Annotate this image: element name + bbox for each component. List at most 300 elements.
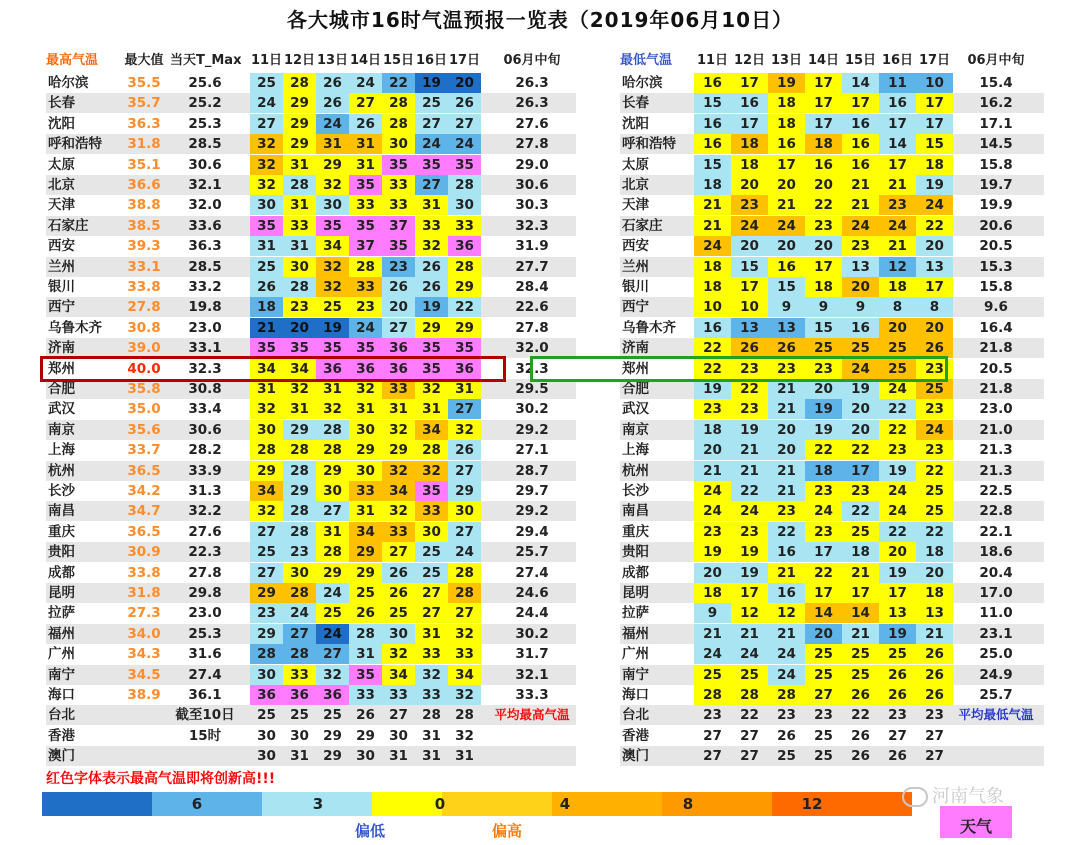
forecast-cell: 28 [415, 440, 448, 460]
today-max: 33.9 [188, 462, 222, 479]
forecast-cell: 27 [448, 114, 481, 134]
forecast-cell: 23 [283, 297, 316, 317]
forecast-cell: 35 [415, 338, 448, 358]
forecast-cell: 18 [731, 155, 768, 175]
historic-max: 35.6 [127, 421, 161, 438]
forecast-cell: 34 [382, 481, 415, 501]
forecast-cell: 22 [694, 338, 731, 358]
forecast-cell: 33 [382, 195, 415, 215]
forecast-cell: 31 [283, 236, 316, 256]
forecast-cell: 19 [879, 624, 916, 644]
forecast-cell: 16 [805, 155, 842, 175]
midmonth-avg: 29.5 [515, 381, 549, 397]
forecast-cell: 24 [694, 501, 731, 521]
forecast-cell: 17 [731, 114, 768, 134]
forecast-cell: 28 [448, 257, 481, 277]
forecast-cell: 24 [879, 216, 916, 236]
forecast-cell: 25 [879, 359, 916, 379]
city-name: 呼和浩特 [622, 136, 676, 153]
today-max: 27.6 [188, 523, 222, 540]
forecast-cell: 32 [415, 236, 448, 256]
forecast-cell: 26 [842, 726, 879, 746]
city-name: 郑州 [48, 360, 75, 377]
today-max: 22.3 [188, 544, 222, 561]
today-max: 33.6 [188, 217, 222, 234]
forecast-cell: 25 [842, 665, 879, 685]
forecast-cell: 28 [316, 542, 349, 562]
city-name: 长沙 [48, 483, 75, 499]
city-name: 成都 [622, 564, 649, 581]
forecast-cell: 27 [916, 746, 953, 766]
forecast-cell: 36 [316, 685, 349, 705]
forecast-cell: 27 [415, 583, 448, 603]
legend-tick: 12 [801, 795, 823, 813]
forecast-cell: 21 [842, 195, 879, 215]
forecast-cell: 21 [694, 624, 731, 644]
legend-special-label: 天气 [959, 817, 992, 836]
city-name: 北京 [622, 177, 649, 193]
forecast-cell: 34 [448, 665, 481, 685]
midmonth-avg: 11.0 [979, 605, 1013, 622]
forecast-cell: 25 [349, 583, 382, 603]
forecast-cell: 24 [768, 665, 805, 685]
forecast-cell: 31 [349, 134, 382, 154]
midmonth-avg: 19.7 [979, 177, 1013, 193]
forecast-cell: 16 [731, 93, 768, 113]
forecast-cell: 12 [731, 603, 768, 623]
forecast-cell: 18 [916, 155, 953, 175]
forecast-cell: 29 [448, 318, 481, 338]
forecast-cell: 10 [694, 297, 731, 317]
today-max: 32.3 [188, 360, 222, 377]
city-name: 南宁 [622, 666, 649, 683]
midmonth-avg: 16.4 [979, 319, 1013, 336]
forecast-cell: 27 [694, 726, 731, 746]
forecast-cell: 27 [448, 399, 481, 419]
forecast-cell: 21 [768, 624, 805, 644]
city-name: 拉萨 [622, 605, 649, 622]
forecast-cell: 34 [316, 236, 349, 256]
forecast-cell: 30 [415, 522, 448, 542]
header-cell: 17日 [918, 53, 951, 68]
header-cell: 16日 [415, 53, 448, 68]
forecast-cell: 22 [916, 461, 953, 481]
city-name: 兰州 [48, 258, 75, 275]
forecast-cell: 25 [805, 665, 842, 685]
forecast-cell: 27 [916, 726, 953, 746]
forecast-cell: 25 [316, 297, 349, 317]
forecast-cell: 17 [842, 583, 879, 603]
midmonth-avg: 28.4 [515, 279, 549, 295]
forecast-cell: 24 [250, 93, 283, 113]
forecast-cell: 15 [694, 93, 731, 113]
forecast-cell: 18 [768, 93, 805, 113]
midmonth-avg: 22.5 [979, 483, 1013, 499]
forecast-cell: 31 [250, 236, 283, 256]
today-max: 23.0 [188, 319, 222, 336]
forecast-cell: 33 [349, 685, 382, 705]
midmonth-avg: 21.3 [979, 442, 1013, 459]
forecast-cell: 27 [382, 705, 415, 725]
today-max: 截至10日 [175, 707, 235, 724]
forecast-cell: 29 [283, 420, 316, 440]
forecast-cell: 31 [250, 379, 283, 399]
forecast-cell: 26 [768, 338, 805, 358]
forecast-cell: 17 [768, 155, 805, 175]
forecast-cell: 16 [694, 114, 731, 134]
forecast-cell: 31 [415, 399, 448, 419]
historic-max: 30.8 [127, 319, 161, 336]
forecast-cell: 18 [694, 175, 731, 195]
forecast-cell: 29 [316, 461, 349, 481]
midmonth-avg: 26.3 [515, 75, 549, 91]
forecast-cell: 35 [283, 338, 316, 358]
forecast-cell: 30 [283, 257, 316, 277]
forecast-cell: 32 [382, 644, 415, 664]
forecast-cell: 25 [805, 338, 842, 358]
forecast-cell: 23 [805, 705, 842, 725]
forecast-cell: 28 [283, 501, 316, 521]
forecast-cell: 30 [283, 726, 316, 746]
forecast-cell: 28 [448, 583, 481, 603]
legend-tick: 4 [559, 795, 571, 813]
forecast-cell: 19 [731, 563, 768, 583]
midmonth-avg: 32.0 [515, 340, 549, 357]
forecast-cell: 29 [283, 114, 316, 134]
forecast-cell: 33 [349, 195, 382, 215]
header-cell: 最大值 [124, 53, 164, 68]
forecast-cell: 14 [842, 603, 879, 623]
today-max: 27.4 [188, 666, 222, 683]
forecast-cell: 26 [448, 93, 481, 113]
forecast-cell: 34 [250, 359, 283, 379]
forecast-cell: 24 [879, 501, 916, 521]
header-cell: 12日 [283, 53, 316, 68]
forecast-cell: 28 [283, 522, 316, 542]
forecast-cell: 27 [250, 563, 283, 583]
city-name: 石家庄 [48, 217, 89, 234]
forecast-cell: 16 [879, 93, 916, 113]
forecast-cell: 21 [768, 563, 805, 583]
historic-max: 34.5 [127, 666, 161, 683]
forecast-cell: 31 [349, 155, 382, 175]
today-max: 31.3 [188, 483, 222, 499]
forecast-cell: 25 [316, 603, 349, 623]
legend-tick: 8 [682, 795, 694, 813]
forecast-cell: 20 [768, 236, 805, 256]
midmonth-avg: 30.6 [515, 177, 549, 193]
forecast-cell: 33 [283, 665, 316, 685]
note-text: 红色字体表示最高气温即将创新高!!! [46, 771, 276, 787]
forecast-cell: 17 [916, 93, 953, 113]
forecast-cell: 29 [250, 461, 283, 481]
forecast-cell: 10 [916, 73, 953, 93]
historic-max: 36.5 [127, 523, 161, 540]
forecast-cell: 20 [382, 297, 415, 317]
today-max: 25.6 [188, 75, 222, 91]
forecast-cell: 30 [250, 746, 283, 766]
forecast-cell: 25 [916, 379, 953, 399]
forecast-cell: 27 [316, 644, 349, 664]
forecast-cell: 28 [316, 420, 349, 440]
forecast-cell: 36 [250, 685, 283, 705]
forecast-cell: 31 [349, 399, 382, 419]
forecast-cell: 31 [382, 399, 415, 419]
forecast-cell: 23 [250, 603, 283, 623]
forecast-cell: 28 [731, 685, 768, 705]
forecast-cell: 25 [879, 644, 916, 664]
forecast-cell: 23 [842, 236, 879, 256]
forecast-cell: 26 [879, 685, 916, 705]
forecast-cell: 20 [879, 542, 916, 562]
forecast-cell: 33 [448, 644, 481, 664]
forecast-cell: 20 [842, 277, 879, 297]
historic-max: 36.6 [127, 177, 161, 193]
forecast-cell: 31 [349, 501, 382, 521]
forecast-cell: 30 [349, 746, 382, 766]
forecast-cell: 25 [879, 338, 916, 358]
city-name: 西安 [622, 238, 649, 255]
forecast-cell: 26 [879, 665, 916, 685]
forecast-cell: 22 [842, 705, 879, 725]
forecast-cell: 32 [250, 501, 283, 521]
forecast-cell: 24 [349, 318, 382, 338]
midmonth-avg: 21.8 [979, 381, 1013, 397]
forecast-cell: 29 [316, 726, 349, 746]
historic-max: 39.3 [127, 238, 161, 255]
forecast-cell: 23 [805, 359, 842, 379]
forecast-cell: 23 [805, 481, 842, 501]
forecast-cell: 16 [694, 318, 731, 338]
city-name: 福州 [48, 625, 75, 642]
forecast-cell: 16 [768, 542, 805, 562]
forecast-cell: 29 [415, 318, 448, 338]
forecast-cell: 21 [879, 236, 916, 256]
forecast-cell: 27 [879, 726, 916, 746]
today-max: 28.5 [188, 258, 222, 275]
header-cell: 11日 [250, 53, 283, 68]
city-name: 石家庄 [622, 217, 663, 234]
historic-max: 35.8 [127, 381, 161, 397]
watermark [902, 782, 1004, 808]
forecast-cell: 23 [731, 399, 768, 419]
forecast-cell: 32 [382, 420, 415, 440]
forecast-cell: 33 [382, 175, 415, 195]
forecast-cell: 32 [316, 665, 349, 685]
forecast-cell: 26 [415, 277, 448, 297]
forecast-cell: 27 [316, 501, 349, 521]
forecast-cell: 33 [415, 685, 448, 705]
forecast-cell: 22 [805, 440, 842, 460]
forecast-cell: 25 [283, 705, 316, 725]
forecast-cell: 20 [805, 624, 842, 644]
forecast-cell: 20 [805, 236, 842, 256]
historic-max: 31.8 [127, 136, 161, 153]
forecast-cell: 17 [916, 277, 953, 297]
forecast-cell: 23 [768, 501, 805, 521]
historic-max: 33.7 [127, 442, 161, 459]
forecast-cell: 17 [805, 114, 842, 134]
forecast-cell: 27 [731, 746, 768, 766]
header-cell: 06月中旬 [967, 53, 1025, 68]
midmonth-avg: 27.4 [515, 564, 549, 581]
city-name: 杭州 [48, 462, 75, 479]
today-max: 33.2 [188, 279, 222, 295]
city-name: 合肥 [622, 381, 649, 397]
forecast-cell: 22 [731, 481, 768, 501]
forecast-cell: 35 [349, 175, 382, 195]
forecast-cell: 29 [250, 583, 283, 603]
forecast-cell: 24 [316, 114, 349, 134]
city-name: 上海 [48, 442, 75, 459]
forecast-cell: 20 [805, 175, 842, 195]
city-name: 天津 [622, 197, 649, 214]
today-max: 27.8 [188, 564, 222, 581]
midmonth-avg: 24.6 [515, 585, 549, 601]
forecast-cell: 9 [842, 297, 879, 317]
forecast-cell: 10 [731, 297, 768, 317]
forecast-cell: 18 [842, 542, 879, 562]
city-name: 香港 [622, 727, 649, 744]
forecast-cell: 32 [250, 155, 283, 175]
midmonth-avg: 15.4 [979, 75, 1013, 91]
forecast-cell: 25 [382, 603, 415, 623]
historic-max: 33.8 [127, 279, 161, 295]
forecast-cell: 22 [842, 440, 879, 460]
forecast-cell: 15 [916, 134, 953, 154]
forecast-cell: 31 [415, 746, 448, 766]
forecast-cell: 23 [731, 359, 768, 379]
today-max: 30.8 [188, 381, 222, 397]
forecast-cell: 26 [916, 644, 953, 664]
midmonth-avg: 21.8 [979, 340, 1013, 357]
forecast-cell: 24 [916, 195, 953, 215]
midmonth-avg: 30.2 [515, 401, 549, 418]
forecast-cell: 21 [916, 624, 953, 644]
midmonth-avg: 29.2 [515, 503, 549, 520]
forecast-cell: 24 [283, 603, 316, 623]
forecast-cell: 32 [349, 379, 382, 399]
forecast-cell: 35 [448, 338, 481, 358]
today-max: 31.6 [188, 646, 222, 663]
today-max: 32.2 [188, 503, 222, 520]
forecast-cell: 26 [316, 93, 349, 113]
forecast-cell: 21 [694, 461, 731, 481]
forecast-cell: 11 [879, 73, 916, 93]
forecast-cell: 15 [731, 257, 768, 277]
city-name: 沈阳 [622, 115, 649, 132]
midmonth-avg: 17.0 [979, 585, 1013, 601]
forecast-cell: 17 [805, 257, 842, 277]
forecast-cell: 28 [283, 461, 316, 481]
forecast-cell: 34 [382, 665, 415, 685]
forecast-cell: 22 [694, 359, 731, 379]
forecast-cell: 20 [768, 440, 805, 460]
forecast-cell: 31 [448, 746, 481, 766]
forecast-cell: 12 [768, 603, 805, 623]
forecast-cell: 28 [283, 583, 316, 603]
forecast-cell: 25 [842, 644, 879, 664]
forecast-cell: 37 [382, 216, 415, 236]
forecast-cell: 32 [250, 175, 283, 195]
forecast-cell: 34 [349, 522, 382, 542]
forecast-cell: 23 [916, 705, 953, 725]
forecast-cell: 25 [694, 665, 731, 685]
city-name: 呼和浩特 [48, 136, 102, 153]
historic-max: 33.1 [127, 258, 161, 275]
forecast-cell: 25 [415, 542, 448, 562]
forecast-cell: 32 [250, 134, 283, 154]
midmonth-avg: 平均最高气温 [494, 707, 570, 723]
city-name: 海口 [48, 687, 75, 703]
forecast-cell: 30 [349, 461, 382, 481]
midmonth-avg: 22.1 [979, 523, 1013, 540]
forecast-cell: 22 [448, 297, 481, 317]
forecast-cell: 18 [916, 583, 953, 603]
forecast-cell: 33 [415, 644, 448, 664]
forecast-cell: 15 [805, 318, 842, 338]
highlight-box-min [530, 356, 948, 382]
forecast-cell: 34 [415, 420, 448, 440]
forecast-cell: 32 [415, 461, 448, 481]
forecast-cell: 28 [448, 705, 481, 725]
city-name: 武汉 [48, 401, 75, 418]
forecast-cell: 18 [694, 583, 731, 603]
watermark-text: 河南气象 [932, 786, 1004, 807]
forecast-cell: 31 [283, 746, 316, 766]
forecast-cell: 26 [349, 705, 382, 725]
forecast-cell: 14 [805, 603, 842, 623]
city-name: 长沙 [622, 483, 649, 499]
forecast-cell: 19 [805, 399, 842, 419]
forecast-cell: 9 [694, 603, 731, 623]
forecast-cell: 24 [448, 542, 481, 562]
historic-max: 36.5 [127, 462, 161, 479]
city-name: 上海 [622, 442, 649, 459]
forecast-cell: 18 [731, 134, 768, 154]
city-name: 济南 [48, 340, 75, 357]
forecast-cell: 22 [382, 73, 415, 93]
forecast-cell: 19 [879, 563, 916, 583]
forecast-cell: 17 [805, 583, 842, 603]
forecast-cell: 26 [349, 114, 382, 134]
forecast-cell: 36 [382, 338, 415, 358]
forecast-cell: 22 [842, 501, 879, 521]
forecast-cell: 23 [916, 440, 953, 460]
forecast-cell: 31 [382, 746, 415, 766]
header-cell: 15日 [382, 53, 415, 68]
forecast-cell: 32 [382, 461, 415, 481]
city-name: 哈尔滨 [622, 75, 663, 91]
midmonth-avg: 9.6 [984, 299, 1008, 316]
forecast-cell: 24 [316, 624, 349, 644]
city-name: 昆明 [622, 585, 649, 601]
forecast-cell: 23 [768, 359, 805, 379]
city-name: 哈尔滨 [48, 75, 89, 91]
forecast-cell: 19 [842, 379, 879, 399]
forecast-cell: 16 [768, 583, 805, 603]
forecast-cell: 22 [879, 399, 916, 419]
forecast-cell: 27 [448, 603, 481, 623]
midmonth-avg: 27.8 [515, 319, 549, 336]
forecast-cell: 32 [316, 399, 349, 419]
forecast-cell: 24 [879, 481, 916, 501]
forecast-cell: 22 [879, 522, 916, 542]
forecast-cell: 21 [768, 399, 805, 419]
forecast-cell: 20 [842, 420, 879, 440]
header-cell: 14日 [807, 53, 840, 68]
forecast-cell: 26 [916, 338, 953, 358]
